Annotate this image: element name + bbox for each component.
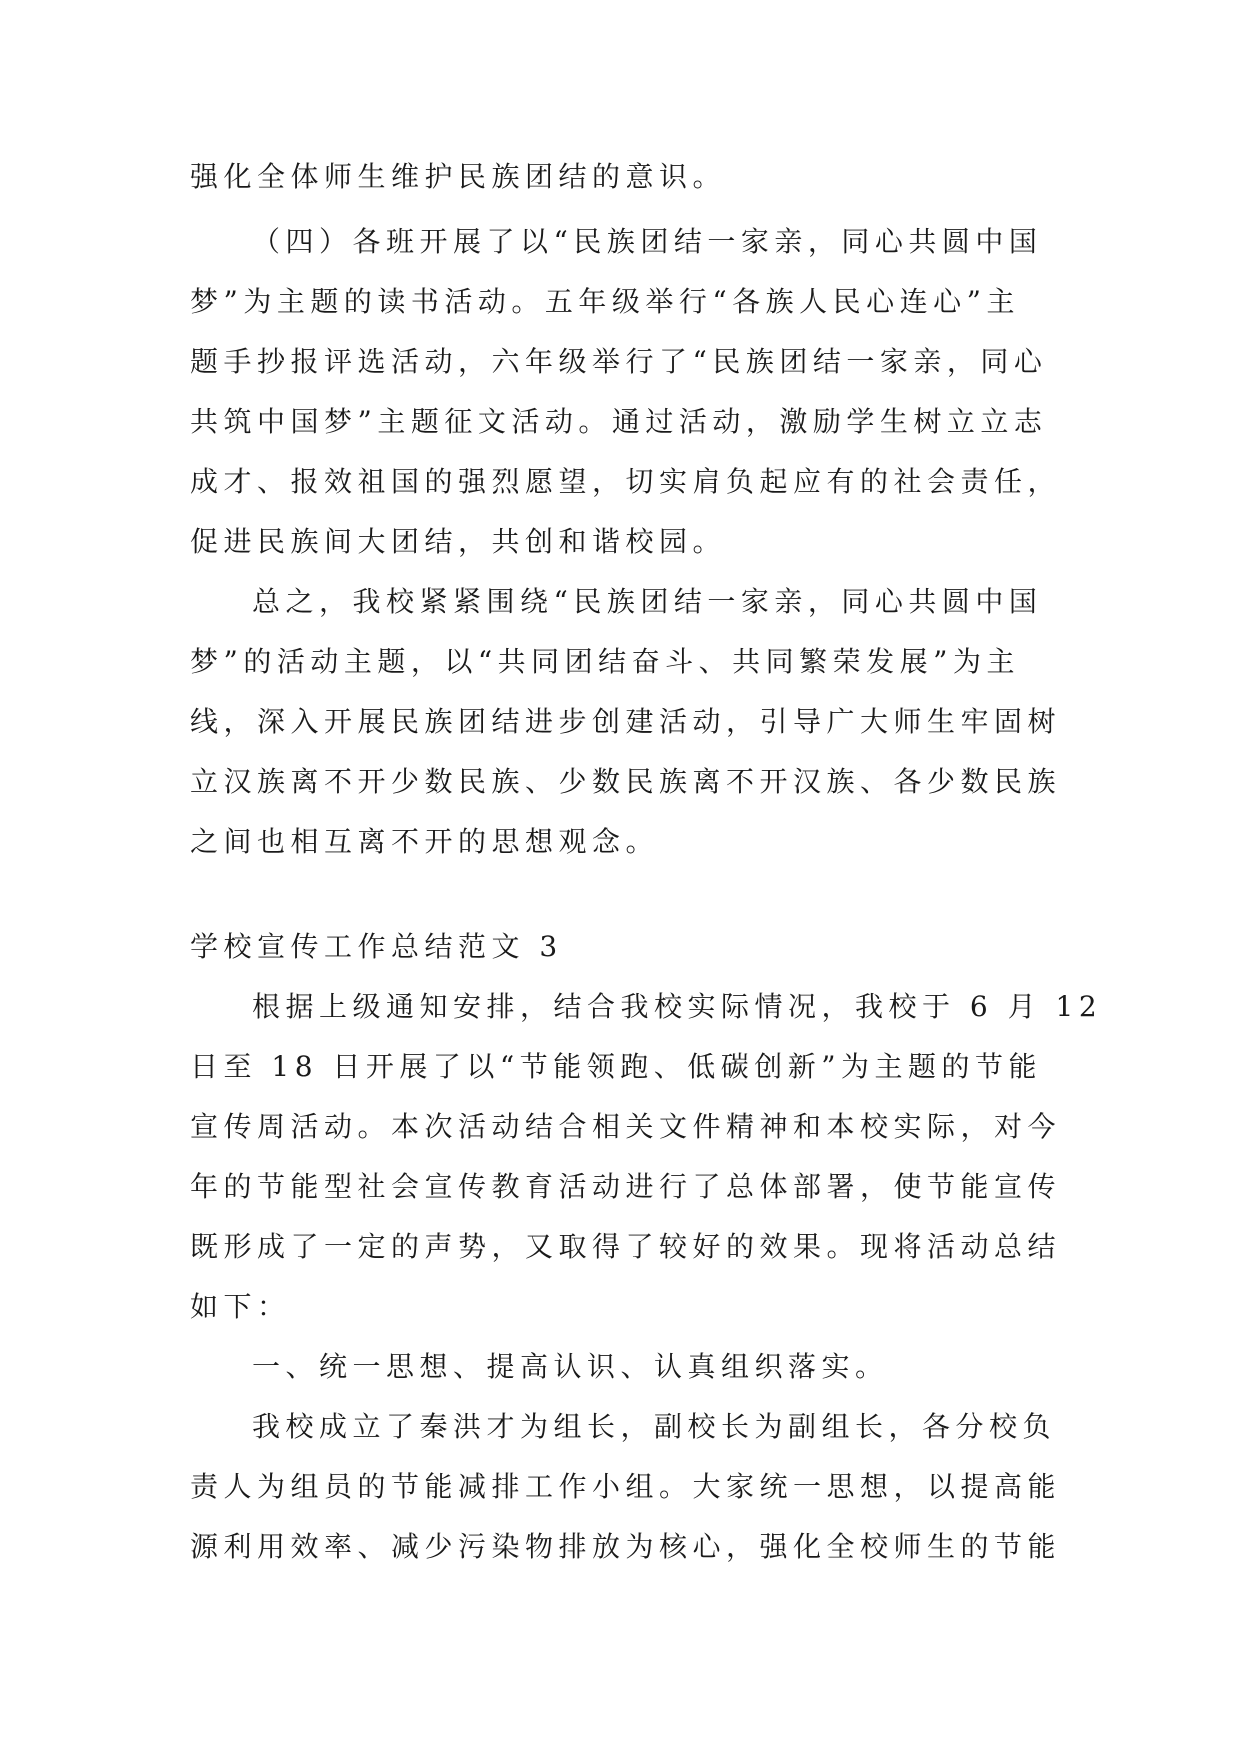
paragraph-line: 题手抄报评选活动，六年级举行了“民族团结一家亲，同心 xyxy=(190,345,1048,378)
paragraph-line: 梦”的活动主题，以“共同团结奋斗、共同繁荣发展”为主 xyxy=(190,645,1020,678)
paragraph-line: 总之，我校紧紧围绕“民族团结一家亲，同心共圆中国 xyxy=(252,585,1043,618)
paragraph-line: 如下： xyxy=(190,1290,291,1323)
paragraph-line: 源利用效率、减少污染物排放为核心，强化全校师生的节能 xyxy=(190,1530,1062,1563)
paragraph-line: 梦”为主题的读书活动。五年级举行“各族人民心连心”主 xyxy=(190,285,1020,318)
paragraph-line: 根据上级通知安排，结合我校实际情况，我校于 6 月 12 xyxy=(252,990,1103,1023)
paragraph-line: 成才、报效祖国的强烈愿望，切实肩负起应有的社会责任， xyxy=(190,465,1062,498)
paragraph-line: 既形成了一定的声势，又取得了较好的效果。现将活动总结 xyxy=(190,1230,1062,1263)
paragraph-line: 线，深入开展民族团结进步创建活动，引导广大师生牢固树 xyxy=(190,705,1062,738)
paragraph-line: 立汉族离不开少数民族、少数民族离不开汉族、各少数民族 xyxy=(190,765,1062,798)
paragraph-line: 之间也相互离不开的思想观念。 xyxy=(190,825,660,858)
paragraph-line: 责人为组员的节能减排工作小组。大家统一思想，以提高能 xyxy=(190,1470,1062,1503)
paragraph-line: 促进民族间大团结，共创和谐校园。 xyxy=(190,525,727,558)
paragraph-line: 我校成立了秦洪才为组长，副校长为副组长，各分校负 xyxy=(252,1410,1057,1443)
paragraph-line: 强化全体师生维护民族团结的意识。 xyxy=(190,160,727,193)
paragraph-line: 年的节能型社会宣传教育活动进行了总体部署，使节能宣传 xyxy=(190,1170,1062,1203)
paragraph-line: 日至 18 日开展了以“节能领跑、低碳创新”为主题的节能 xyxy=(190,1050,1043,1083)
paragraph-line: 共筑中国梦”主题征文活动。通过活动，激励学生树立立志 xyxy=(190,405,1048,438)
paragraph-line: 一、统一思想、提高认识、认真组织落实。 xyxy=(252,1350,889,1383)
paragraph-line: 宣传周活动。本次活动结合相关文件精神和本校实际，对今 xyxy=(190,1110,1062,1143)
section-heading: 学校宣传工作总结范文 3 xyxy=(190,930,563,963)
paragraph-line: （四）各班开展了以“民族团结一家亲，同心共圆中国 xyxy=(252,225,1043,258)
